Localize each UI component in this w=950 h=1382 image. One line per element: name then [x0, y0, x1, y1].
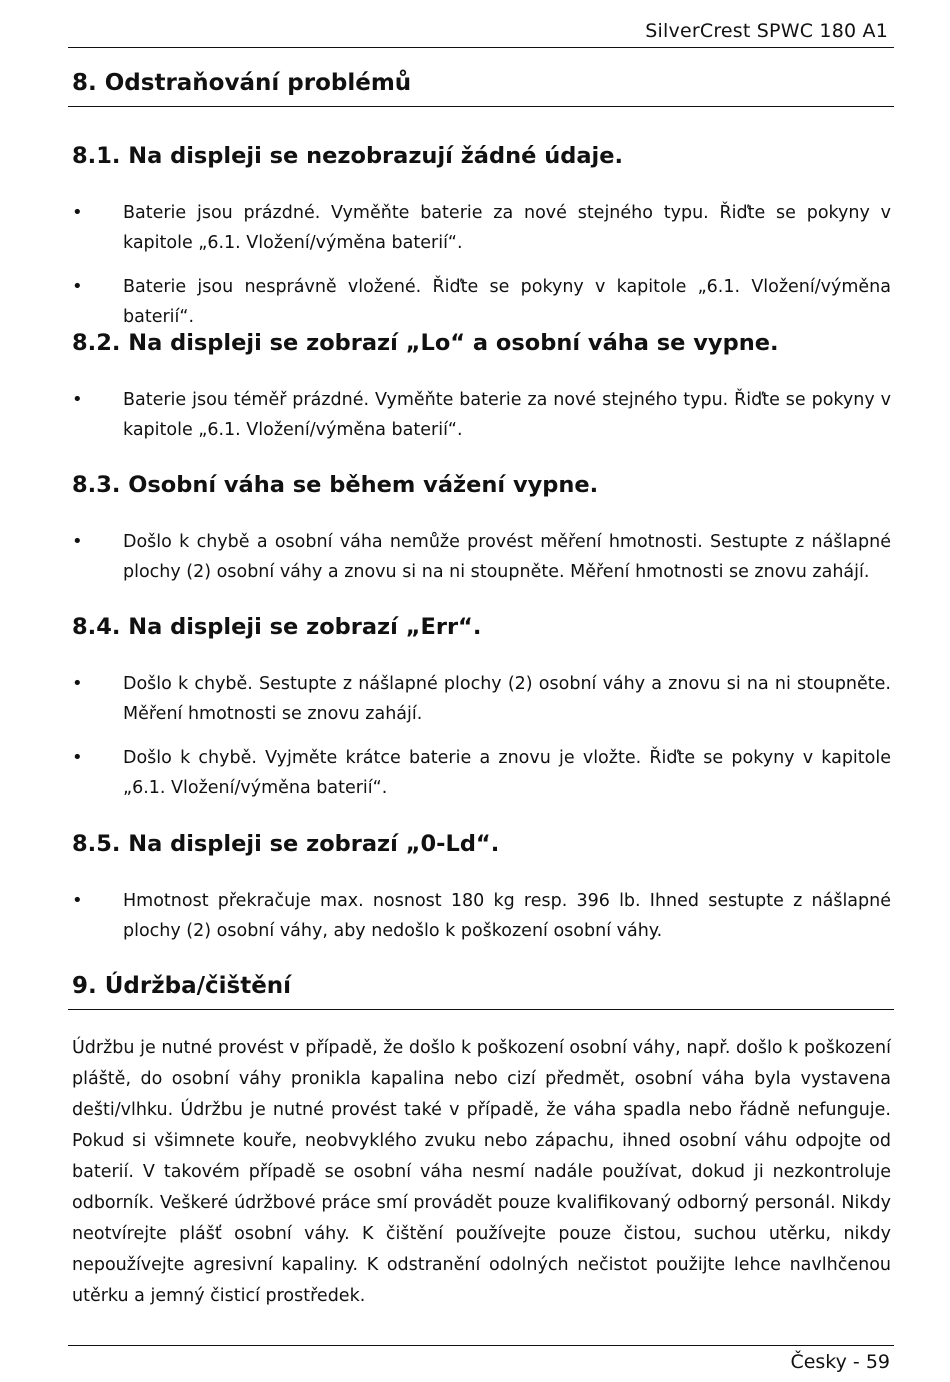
list-item-text: Baterie jsou téměř prázdné. Vyměňte baterie za nové stejného typu. Řiďte se pokyny v kapitole „6.1. Vložení/výměna baterií“. [123, 390, 891, 440]
section-8-2-heading: 8.2. Na displeji se zobrazí „Lo“ a osobní váha se vypne. [72, 330, 779, 356]
section-8-5-heading: 8.5. Na displeji se zobrazí „0-Ld“. [72, 831, 500, 857]
bullet-icon: • [72, 747, 83, 768]
list-item-text: Došlo k chybě. Vyjměte krátce baterie a znovu je vložte. Řiďte se pokyny v kapitole „6.1. Vložení/výměna baterií“. [123, 748, 891, 798]
list-item-text: Došlo k chybě a osobní váha nemůže provést měření hmotnosti. Sestupte z nášlapné plochy (2) osobní váhy a znovu si na ni stoupněte. Měření hmotnosti se znovu zahájí. [123, 532, 891, 582]
list-item-text: Baterie jsou prázdné. Vyměňte baterie za nové stejného typu. Řiďte se pokyny v kapitole „6.1. Vložení/výměna baterií“. [123, 203, 891, 253]
list-item-text: Došlo k chybě. Sestupte z nášlapné plochy (2) osobní váhy a znovu si na ni stoupněte. Měření hmotnosti se znovu zahájí. [123, 674, 891, 724]
chapter-8-rule [68, 106, 894, 107]
bullet-icon: • [72, 890, 83, 911]
section-8-1-heading: 8.1. Na displeji se nezobrazují žádné údaje. [72, 143, 624, 169]
maintenance-paragraph: Údržbu je nutné provést v případě, že došlo k poškození osobní váhy, např. došlo k poškození pláště, do osobní váhy pronikla kapalina nebo cizí předmět, osobní váha byla vystavena dešti/vlhku. Údržbu je nutné provést také v případě, že váha spadla nebo řádně nefunguje. Pokud si všimnete kouře, neobvyklého zvuku nebo zápachu, ihned osobní váhu odpojte od baterií. V takovém případě se osobní váha nesmí nadále používat, dokud ji nezkontroluje odborník. Veškeré údržbové práce smí provádět pouze kvalifikovaný odborný personál. Nikdy neotvírejte plášť osobní váhy. K čištění používejte pouze čistou, suchou utěrku, nikdy nepoužívejte agresivní kapaliny. K odstranění odolných nečistot použijte lehce navlhčenou utěrku a jemný čisticí prostředek. [72, 1038, 891, 1306]
bullet-icon: • [72, 531, 83, 552]
running-header: SilverCrest SPWC 180 A1 [645, 20, 888, 42]
section-8-4-heading: 8.4. Na displeji se zobrazí „Err“. [72, 614, 482, 640]
bullet-icon: • [72, 202, 83, 223]
bullet-icon: • [72, 673, 83, 694]
chapter-8-heading: 8. Odstraňování problémů [72, 70, 412, 96]
bullet-icon: • [72, 276, 83, 297]
bullet-icon: • [72, 389, 83, 410]
section-8-3-heading: 8.3. Osobní váha se během vážení vypne. [72, 472, 599, 498]
list-item-text: Hmotnost překračuje max. nosnost 180 kg resp. 396 lb. Ihned sestupte z nášlapné plochy (2) osobní váhy, aby nedošlo k poškození osobní váhy. [123, 891, 891, 941]
page-number: Česky - 59 [790, 1351, 890, 1373]
chapter-9-heading: 9. Údržba/čištění [72, 973, 292, 999]
list-item-text: Baterie jsou nesprávně vložené. Řiďte se pokyny v kapitole „6.1. Vložení/výměna baterií“. [123, 277, 891, 327]
footer-rule [68, 1345, 894, 1346]
chapter-9-rule [68, 1009, 894, 1010]
header-rule [68, 47, 894, 48]
